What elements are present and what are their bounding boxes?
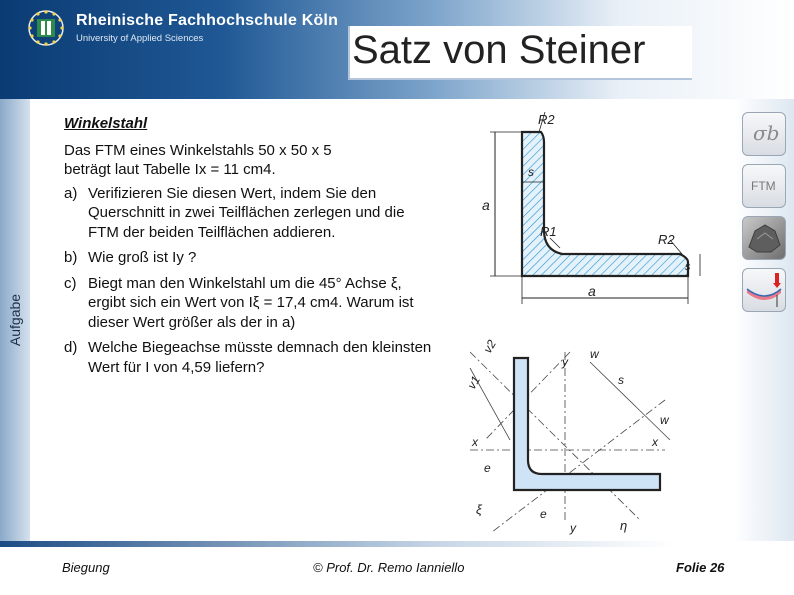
label-s-diagonal: s xyxy=(618,373,624,387)
dim-s-side: s xyxy=(685,261,691,273)
university-logo xyxy=(22,8,70,48)
task-item-b: b) Wie groß ist Iy ? xyxy=(64,249,197,266)
footer-topic: Biegung xyxy=(62,560,110,575)
task-intro-line1: Das FTM eines Winkelstahls 50 x 50 x 5 xyxy=(64,141,332,159)
label-eta: η xyxy=(620,518,628,533)
stone-icon xyxy=(743,217,785,259)
task-item-c: c) Biegt man den Winkelstahl um die 45° Achse ξ, ergibt sich ein Wert von Iξ = 17,4 cm4. Warum ist dieser Wert größer als der in a) xyxy=(64,274,414,331)
university-subtitle: University of Applied Sciences xyxy=(76,33,204,44)
footer-slide-number: Folie 26 xyxy=(676,560,725,575)
label-xi: ξ xyxy=(476,502,482,517)
label-w-right: w xyxy=(660,413,669,427)
task-item-a: a) Verifizieren Sie diesen Wert, indem Sie den Querschnitt in zwei Teilflächen zerlegen und die FTM der beiden Teilflächen addieren. xyxy=(64,184,405,241)
task-text xyxy=(64,114,434,377)
angle-profile-bottom xyxy=(514,358,660,490)
task-heading: Winkelstahl xyxy=(64,115,148,132)
label-v2: v2 xyxy=(480,337,499,356)
angle-steel-drawings xyxy=(464,100,734,540)
task-intro-line2: beträgt laut Tabelle Ix = 11 cm4. xyxy=(64,161,276,178)
footer-line xyxy=(0,541,794,547)
university-name: Rheinische Fachhochschule Köln xyxy=(76,12,339,29)
dim-s-top: s xyxy=(528,165,534,179)
footer-author: © Prof. Dr. Remo Ianniello xyxy=(313,560,465,575)
top-cross-section xyxy=(482,112,700,304)
dim-a-bottom: a xyxy=(588,283,596,299)
dim-a-vertical: a xyxy=(482,197,490,213)
label-r2-top: R2 xyxy=(538,112,555,127)
label-e-bottom: e xyxy=(540,507,547,521)
label-x-left: x xyxy=(472,435,478,449)
sigma-icon: σb xyxy=(753,121,780,145)
label-w-top: w xyxy=(590,347,599,361)
label-e-left: e xyxy=(484,461,491,475)
nav-beam-button[interactable] xyxy=(742,268,786,312)
label-x-right: x xyxy=(652,435,658,449)
slide-title: Satz von Steiner xyxy=(352,28,646,72)
label-r2-corner: R2 xyxy=(658,232,675,247)
nav-sigma-button[interactable] xyxy=(742,112,786,156)
task-item-d: d) Welche Biegeachse müsste demnach den kleinsten Wert für I von 4,59 liefern? xyxy=(64,339,432,376)
label-r1: R1 xyxy=(540,224,557,239)
label-y-top: y xyxy=(562,355,568,369)
angle-profile-top xyxy=(522,132,688,276)
sidebar-label: Aufgabe xyxy=(7,293,24,347)
nav-ftm-button[interactable] xyxy=(742,164,786,208)
label-v1: v1 xyxy=(464,373,483,392)
beam-bending-icon xyxy=(743,269,785,311)
bottom-cross-section xyxy=(464,337,670,535)
ftm-label: FTM xyxy=(751,179,776,193)
label-y-bottom: y xyxy=(570,521,576,535)
nav-stone-button[interactable] xyxy=(742,216,786,260)
